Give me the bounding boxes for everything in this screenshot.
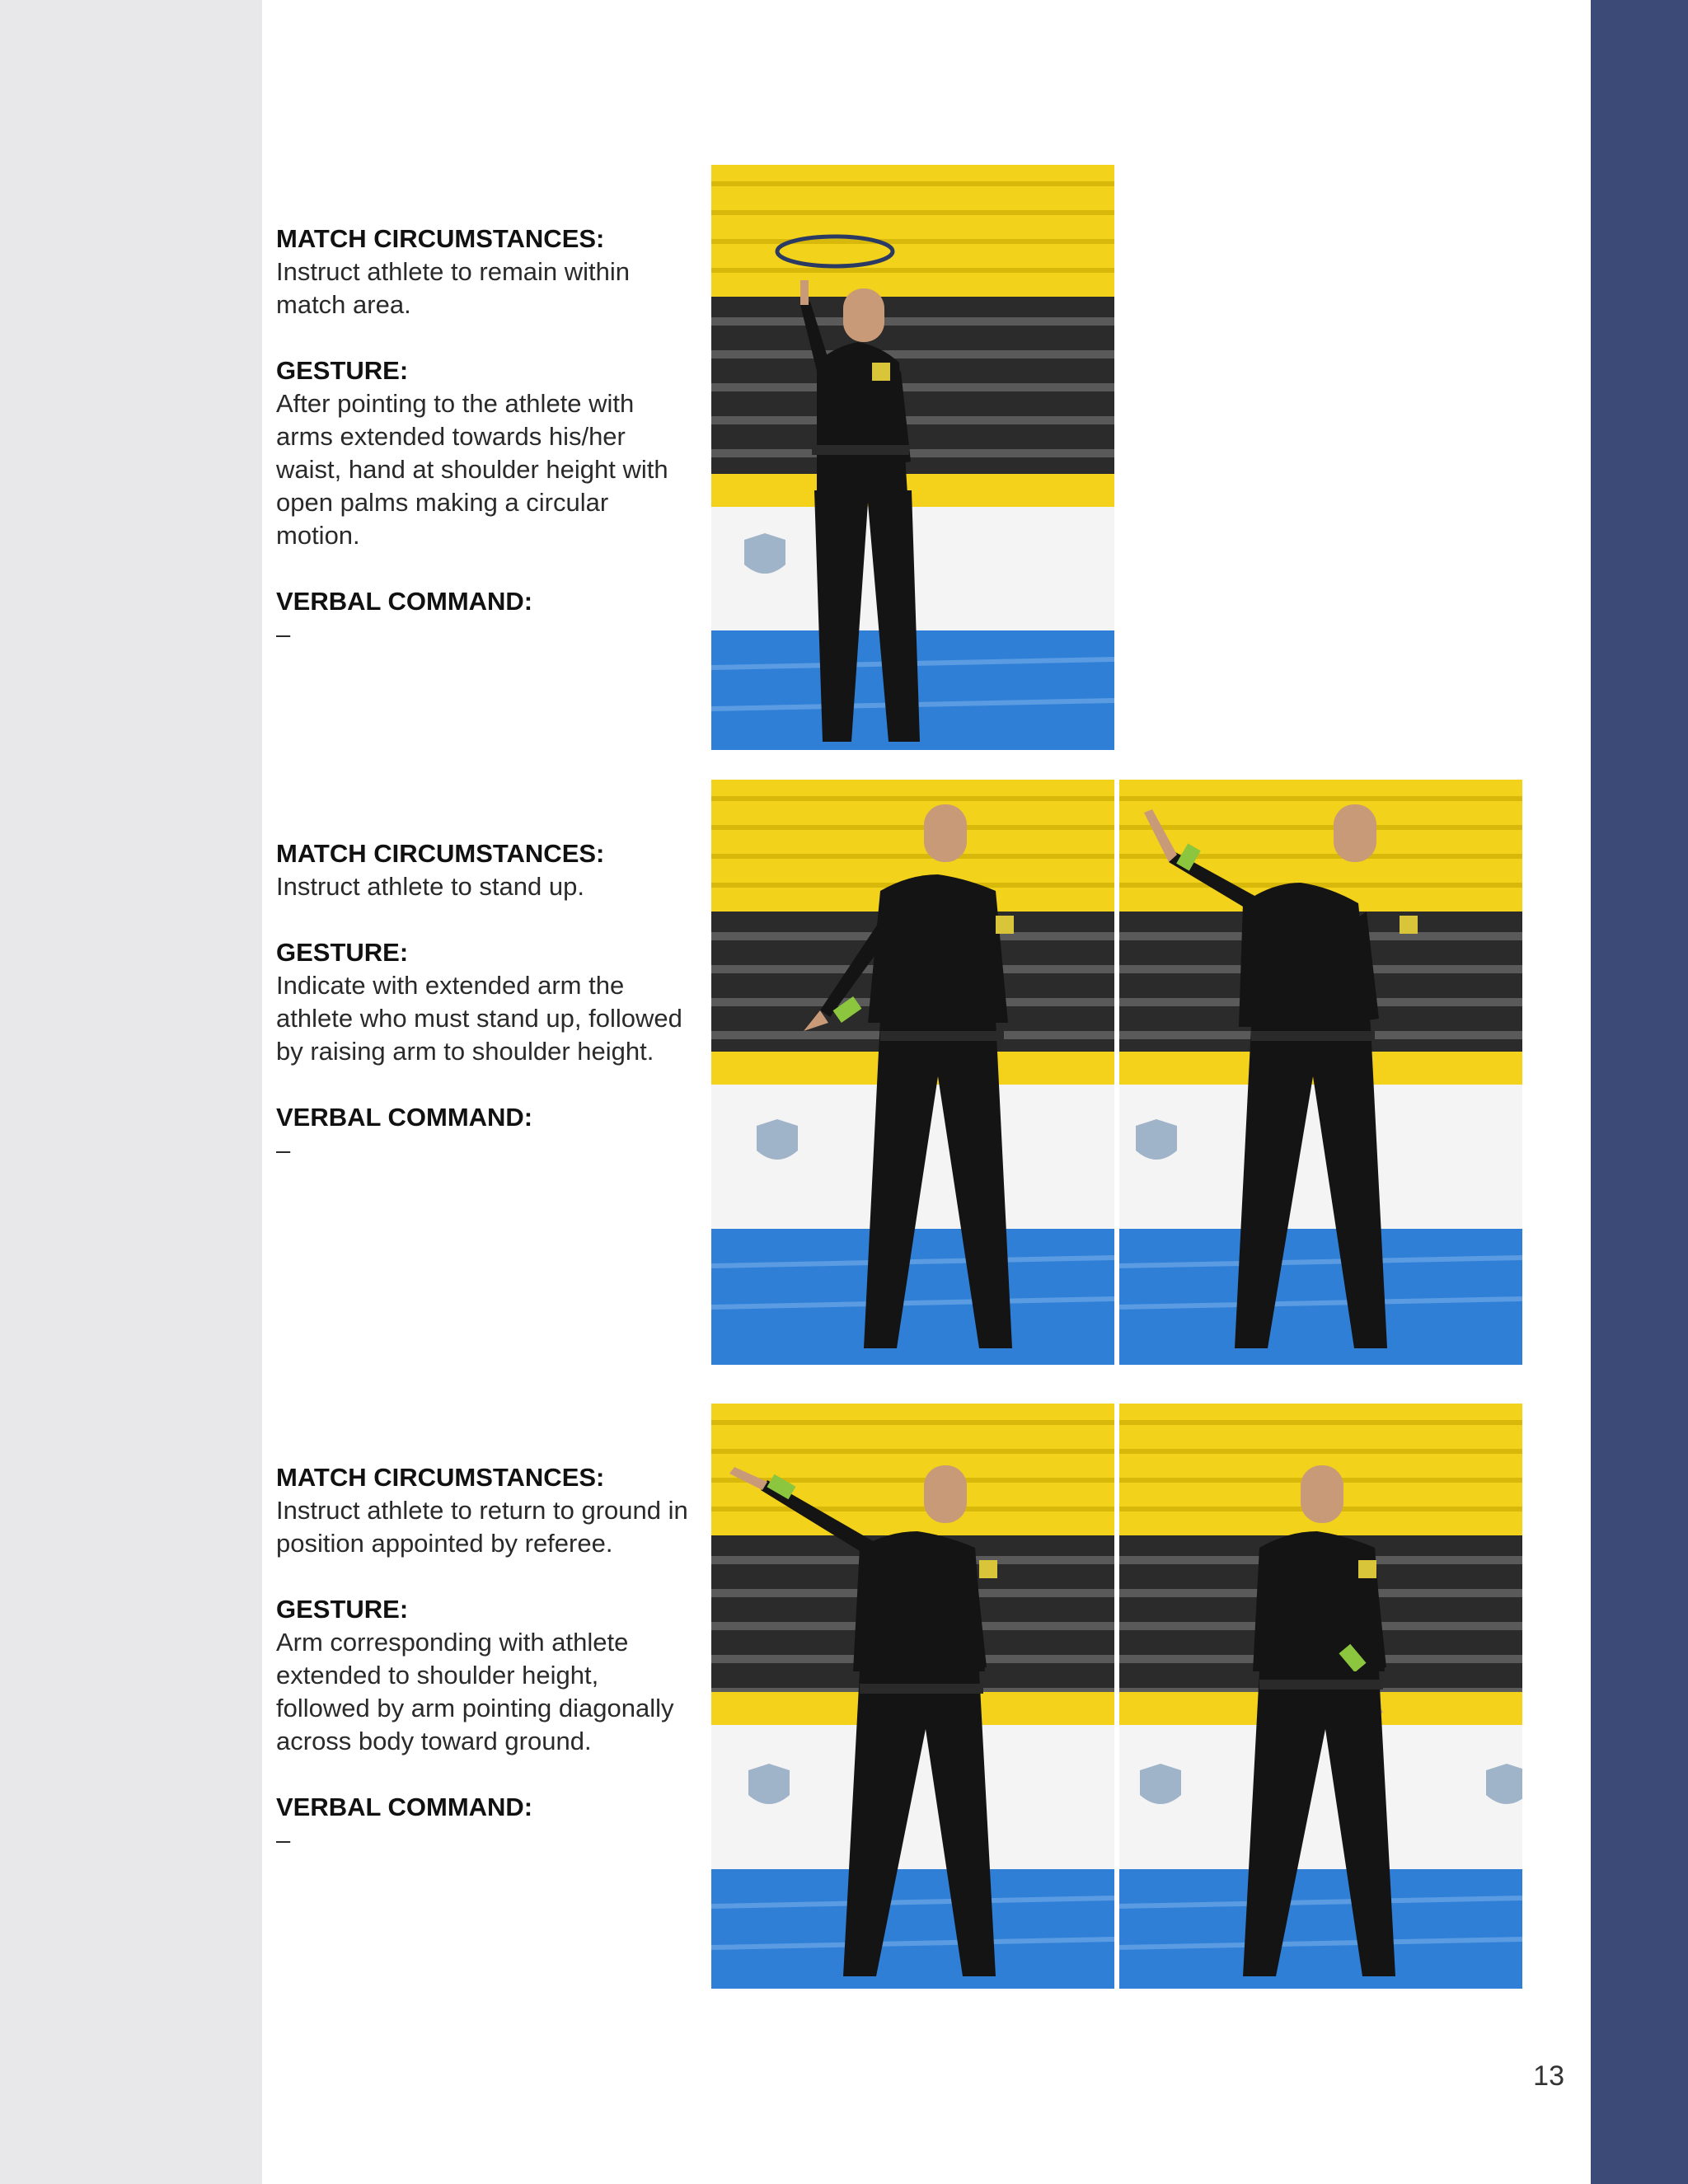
referee-photo-arm-diagonal-down: [1119, 1404, 1522, 1989]
gesture-heading: GESTURE:: [276, 356, 409, 385]
circumstances-text: Instruct athlete to stand up.: [276, 872, 584, 901]
gesture-text: Arm corresponding with athlete extended to shoulder height, followed by arm pointing diagonally across body toward ground.: [276, 1628, 674, 1755]
circumstances-heading: MATCH CIRCUMSTANCES:: [276, 224, 605, 253]
verbal-command-heading: VERBAL COMMAND:: [276, 1103, 533, 1132]
verbal-command-text: –: [276, 620, 291, 649]
accent-band: [1591, 0, 1688, 2184]
verbal-command-text: –: [276, 1825, 291, 1854]
referee-photo-pointing-down: [711, 780, 1114, 1365]
instruction-text-3: [276, 1461, 705, 1857]
circumstances-heading: MATCH CIRCUMSTANCES:: [276, 839, 605, 868]
gesture-text: After pointing to the athlete with arms extended towards his/her waist, hand at shoulder height with open palms making a circular motion.: [276, 389, 668, 550]
circumstances-text: Instruct athlete to remain within match area.: [276, 257, 631, 319]
verbal-command-heading: VERBAL COMMAND:: [276, 1793, 533, 1821]
instruction-text-1: [276, 223, 705, 651]
circumstances-text: Instruct athlete to return to ground in position appointed by referee.: [276, 1496, 688, 1558]
circumstances-heading: MATCH CIRCUMSTANCES:: [276, 1463, 605, 1492]
gesture-heading: GESTURE:: [276, 1595, 409, 1624]
document-page: [262, 0, 1591, 2184]
gesture-heading: GESTURE:: [276, 938, 409, 967]
instruction-text-2: [276, 837, 705, 1167]
verbal-command-heading: VERBAL COMMAND:: [276, 587, 533, 616]
page-number: 13: [1533, 2060, 1564, 2092]
verbal-command-text: –: [276, 1136, 291, 1165]
referee-photo-arm-raised: [1119, 780, 1522, 1365]
referee-photo-arm-extended-side: [711, 1404, 1114, 1989]
referee-photo-circular-motion: [711, 165, 1114, 750]
gesture-text: Indicate with extended arm the athlete who must stand up, followed by raising arm to shoulder height.: [276, 971, 682, 1066]
